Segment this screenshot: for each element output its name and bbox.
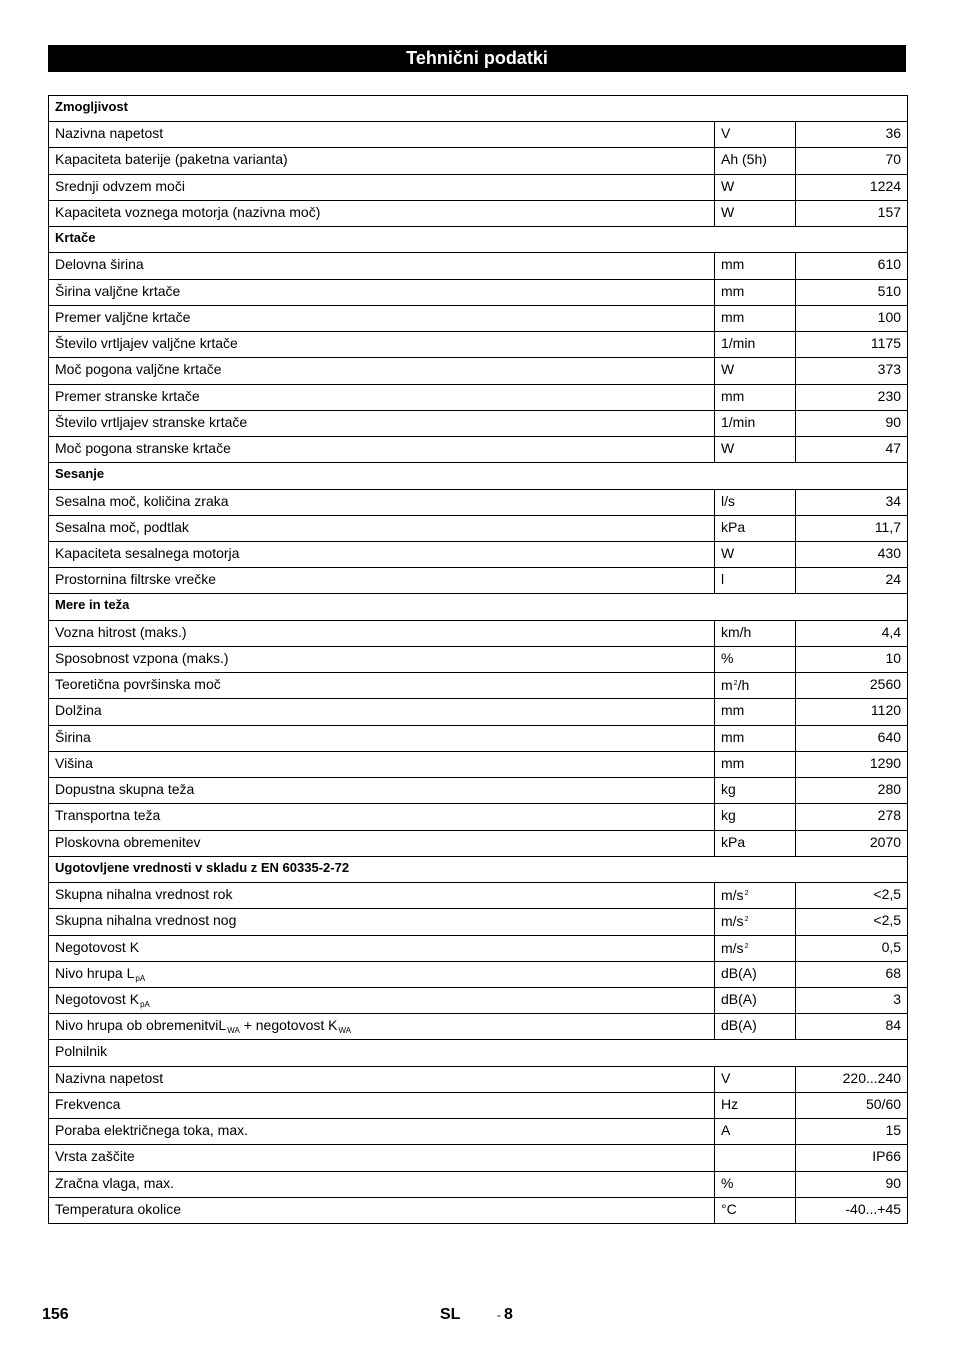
spec-value: 230 (796, 384, 908, 410)
spec-value: 100 (796, 305, 908, 331)
table-row (49, 1092, 908, 1118)
page-title: Tehnični podatki (48, 45, 906, 72)
spec-label: Vrsta zaščite (49, 1145, 715, 1171)
spec-unit: Ah (5h) (715, 148, 796, 174)
label-subscript: pA (135, 973, 146, 983)
spec-unit: dB(A) (715, 961, 796, 987)
spec-unit: kPa (715, 515, 796, 541)
spec-value: 280 (796, 778, 908, 804)
spec-label: Širina (49, 725, 715, 751)
spec-unit: W (715, 541, 796, 567)
specs-table-body (49, 96, 908, 1224)
spec-label: Dopustna skupna teža (49, 778, 715, 804)
spec-unit: mm (715, 699, 796, 725)
spec-label: Število vrtljajev stranske krtače (49, 410, 715, 436)
table-row (49, 1014, 908, 1040)
spec-label: Vozna hitrost (maks.) (49, 620, 715, 646)
spec-label: Ploskovna obremenitev (49, 830, 715, 856)
section-heading-row (49, 594, 908, 620)
spec-value: 24 (796, 568, 908, 594)
spec-label: Negotovost K (49, 935, 715, 961)
spec-value: 373 (796, 358, 908, 384)
spec-unit: V (715, 1066, 796, 1092)
spec-label: Transportna teža (49, 804, 715, 830)
spec-value: 640 (796, 725, 908, 751)
spec-label: Širina valjčne krtače (49, 279, 715, 305)
label-subscript: pA (140, 999, 150, 1009)
unit-text: m/s (721, 939, 744, 956)
spec-label: Zračna vlaga, max. (49, 1171, 715, 1197)
spec-value: 4,4 (796, 620, 908, 646)
section-heading-row (49, 96, 908, 122)
table-row (49, 909, 908, 935)
table-row (49, 1171, 908, 1197)
unit-text: m (721, 677, 733, 694)
table-row (49, 961, 908, 987)
spec-unit: % (715, 1171, 796, 1197)
spec-unit: A (715, 1119, 796, 1145)
table-row (49, 935, 908, 961)
spec-value: 1224 (796, 174, 908, 200)
spec-label: Kapaciteta sesalnega motorja (49, 541, 715, 567)
spec-value: 0,5 (796, 935, 908, 961)
spec-label: Delovna širina (49, 253, 715, 279)
table-row (49, 305, 908, 331)
spec-unit (715, 935, 796, 961)
table-row (49, 751, 908, 777)
spec-value: 157 (796, 200, 908, 226)
spec-unit (715, 1145, 796, 1171)
spec-value: 11,7 (796, 515, 908, 541)
spec-value: 2070 (796, 830, 908, 856)
spec-unit: l/s (715, 489, 796, 515)
spec-label: Nazivna napetost (49, 1066, 715, 1092)
spec-value: -40...+45 (796, 1197, 908, 1223)
spec-value: 70 (796, 148, 908, 174)
section-heading-row (49, 227, 908, 253)
spec-value: 90 (796, 1171, 908, 1197)
spec-value: 36 (796, 122, 908, 148)
spec-label: Moč pogona valjčne krtače (49, 358, 715, 384)
unit-superscript: 2 (744, 890, 749, 898)
table-row (49, 1145, 908, 1171)
spec-value: 3 (796, 987, 908, 1013)
spec-label (49, 1014, 715, 1040)
table-row (49, 515, 908, 541)
spec-label: Srednji odvzem moči (49, 174, 715, 200)
label-subscript: WA (227, 1026, 240, 1036)
label-text: Negotovost K (55, 990, 140, 1007)
section-heading: Ugotovljene vrednosti v skladu z EN 60335-2-72 (49, 856, 908, 882)
section-heading: Zmogljivost (49, 96, 908, 122)
label-text: Nivo hrupa ob obremenitviL (55, 1017, 227, 1034)
label-subscript: WA (338, 1026, 352, 1036)
table-row (49, 148, 908, 174)
spec-value: 15 (796, 1119, 908, 1145)
spec-label: Poraba električnega toka, max. (49, 1119, 715, 1145)
spec-value: IP66 (796, 1145, 908, 1171)
spec-unit: W (715, 200, 796, 226)
sub-page-number (497, 1306, 513, 1324)
unit-superscript: 2 (744, 942, 749, 950)
table-row (49, 568, 908, 594)
table-row (49, 725, 908, 751)
spec-unit: dB(A) (715, 1014, 796, 1040)
spec-value: 68 (796, 961, 908, 987)
section-heading: Polnilnik (49, 1040, 908, 1066)
section-heading: Mere in teža (49, 594, 908, 620)
table-row (49, 358, 908, 384)
spec-unit: mm (715, 751, 796, 777)
table-row (49, 279, 908, 305)
table-row (49, 830, 908, 856)
table-row (49, 332, 908, 358)
spec-unit: W (715, 437, 796, 463)
spec-unit: kg (715, 778, 796, 804)
spec-unit: mm (715, 384, 796, 410)
spec-label: Sposobnost vzpona (maks.) (49, 646, 715, 672)
spec-unit (715, 909, 796, 935)
spec-label: Nazivna napetost (49, 122, 715, 148)
unit-superscript: 2 (733, 680, 738, 688)
page-number: 156 (42, 1306, 69, 1323)
table-row (49, 620, 908, 646)
spec-label: Dolžina (49, 699, 715, 725)
spec-value: 1175 (796, 332, 908, 358)
spec-unit: 1/min (715, 410, 796, 436)
section-heading-row (49, 463, 908, 489)
spec-value: 47 (796, 437, 908, 463)
table-row (49, 122, 908, 148)
unit-superscript: 2 (744, 916, 749, 924)
spec-value: 1120 (796, 699, 908, 725)
spec-value: 510 (796, 279, 908, 305)
spec-label: Premer valjčne krtače (49, 305, 715, 331)
spec-label (49, 987, 715, 1013)
spec-label: Kapaciteta baterije (paketna varianta) (49, 148, 715, 174)
unit-text: m/s (721, 913, 744, 930)
spec-unit: mm (715, 253, 796, 279)
spec-value: 50/60 (796, 1092, 908, 1118)
spec-value: 90 (796, 410, 908, 436)
spec-unit: V (715, 122, 796, 148)
spec-label: Frekvenca (49, 1092, 715, 1118)
table-row (49, 200, 908, 226)
table-row (49, 778, 908, 804)
spec-unit (715, 883, 796, 909)
table-row (49, 646, 908, 672)
spec-label: Sesalna moč, količina zraka (49, 489, 715, 515)
table-row (49, 437, 908, 463)
spec-value: <2,5 (796, 909, 908, 935)
spec-unit: W (715, 174, 796, 200)
table-row (49, 541, 908, 567)
table-row (49, 253, 908, 279)
spec-label: Število vrtljajev valjčne krtače (49, 332, 715, 358)
spec-unit: Hz (715, 1092, 796, 1118)
spec-unit: km/h (715, 620, 796, 646)
section-heading-row (49, 1040, 908, 1066)
table-row (49, 174, 908, 200)
spec-value: 278 (796, 804, 908, 830)
section-heading-row (49, 856, 908, 882)
spec-unit (715, 673, 796, 699)
language-code: SL (440, 1306, 461, 1323)
spec-label: Skupna nihalna vrednost rok (49, 883, 715, 909)
spec-label: Teoretična površinska moč (49, 673, 715, 699)
table-row (49, 987, 908, 1013)
table-row (49, 489, 908, 515)
spec-unit: kPa (715, 830, 796, 856)
spec-unit: l (715, 568, 796, 594)
spec-label: Premer stranske krtače (49, 384, 715, 410)
spec-label: Skupna nihalna vrednost nog (49, 909, 715, 935)
spec-unit: dB(A) (715, 987, 796, 1013)
spec-label: Prostornina filtrske vrečke (49, 568, 715, 594)
spec-value: 10 (796, 646, 908, 672)
table-row (49, 1197, 908, 1223)
page-dash: - (497, 1308, 501, 1322)
spec-unit: kg (715, 804, 796, 830)
table-row (49, 699, 908, 725)
table-row (49, 804, 908, 830)
unit-suffix: /h (737, 677, 750, 694)
table-row (49, 410, 908, 436)
spec-unit: °C (715, 1197, 796, 1223)
spec-label: Sesalna moč, podtlak (49, 515, 715, 541)
spec-unit: 1/min (715, 332, 796, 358)
spec-unit: mm (715, 725, 796, 751)
sub-page-value: 8 (504, 1306, 513, 1323)
section-heading: Sesanje (49, 463, 908, 489)
spec-value: 430 (796, 541, 908, 567)
spec-label: Višina (49, 751, 715, 777)
unit-text: m/s (721, 887, 744, 904)
spec-value: <2,5 (796, 883, 908, 909)
spec-label (49, 961, 715, 987)
spec-unit: mm (715, 305, 796, 331)
label-text: + negotovost K (239, 1017, 338, 1034)
specs-table (48, 95, 908, 1224)
table-row (49, 883, 908, 909)
spec-unit: mm (715, 279, 796, 305)
spec-label: Kapaciteta voznega motorja (nazivna moč) (49, 200, 715, 226)
spec-unit: % (715, 646, 796, 672)
spec-value: 610 (796, 253, 908, 279)
spec-label: Temperatura okolice (49, 1197, 715, 1223)
section-heading: Krtače (49, 227, 908, 253)
spec-value: 84 (796, 1014, 908, 1040)
label-text: Nivo hrupa L (55, 964, 135, 981)
spec-value: 2560 (796, 673, 908, 699)
table-row (49, 673, 908, 699)
spec-value: 220...240 (796, 1066, 908, 1092)
spec-value: 1290 (796, 751, 908, 777)
spec-unit: W (715, 358, 796, 384)
spec-label: Moč pogona stranske krtače (49, 437, 715, 463)
table-row (49, 1066, 908, 1092)
table-row (49, 384, 908, 410)
table-row (49, 1119, 908, 1145)
spec-value: 34 (796, 489, 908, 515)
